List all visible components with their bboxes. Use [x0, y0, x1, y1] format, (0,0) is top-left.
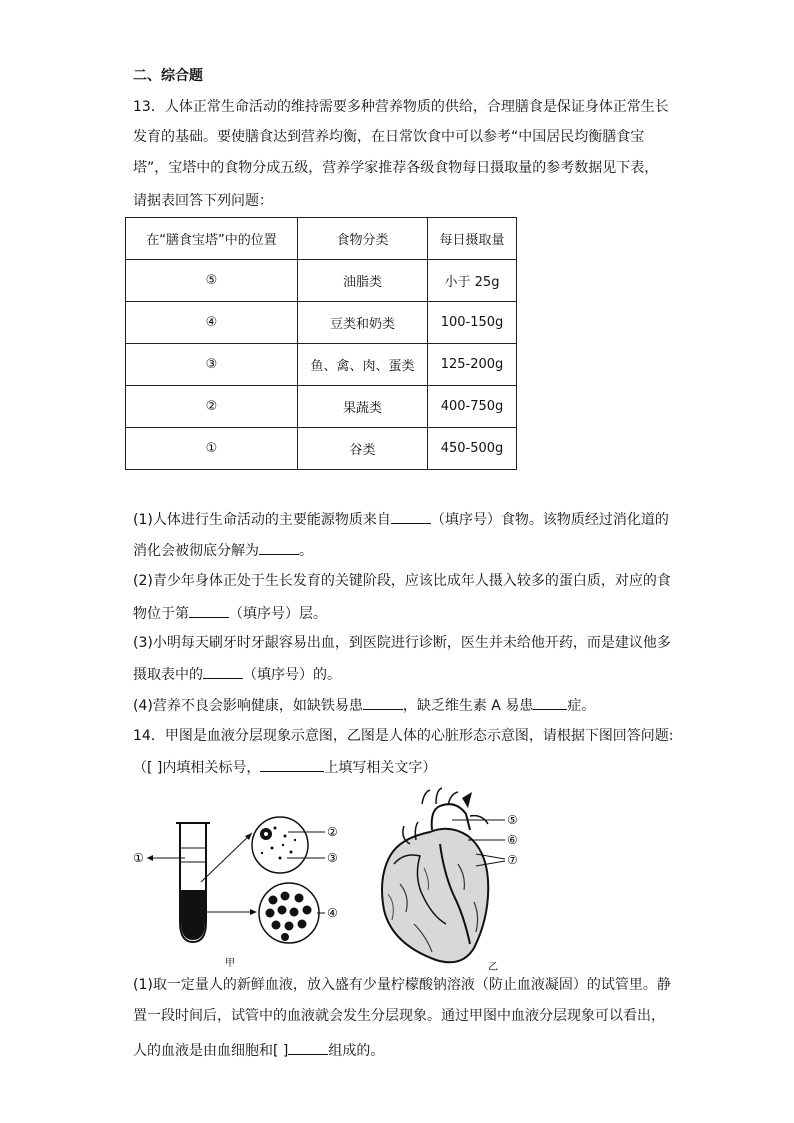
q14-part1-text: 组成的。: [328, 1043, 385, 1059]
heart-icon: [382, 788, 488, 962]
q14-note: [133, 757, 436, 777]
q13-part1-text: （填序号）食物。该物质经过消化道的: [430, 512, 669, 528]
table-row: [126, 302, 517, 344]
arrow-line: [201, 833, 252, 882]
q13-part1-text: 消化会被彻底分解为: [133, 543, 259, 559]
q13-part2-text: （填序号）层。: [229, 606, 327, 622]
label-7: ⑦: [507, 853, 518, 867]
table-cell: ④: [126, 302, 298, 344]
q13-part3-line-2: [133, 664, 341, 684]
table-cell: 油脂类: [298, 260, 428, 302]
q14-note-text: （[ ]内填相关标号，: [133, 760, 261, 776]
red-cell-circle: [259, 883, 319, 943]
q13-intro-line-4: 请据表回答下列问题：: [133, 193, 273, 209]
table-cell: 125-200g: [428, 344, 517, 386]
label-2: ②: [327, 825, 338, 839]
q14-part1-line-2: 置一段时间后，试管中的血液就会发生分层现象。通过甲图中血液分层现象可以看出，: [133, 1008, 665, 1024]
table-cell: ⑤: [126, 260, 298, 302]
q13-part2-text: 物位于第: [133, 606, 189, 622]
table-row: [126, 260, 517, 302]
q13-part2-line-1: (2)青少年身体正处于生长发育的关键阶段，应该比成年人摄入较多的蛋白质，对应的食: [133, 573, 671, 589]
answer-blank: [260, 757, 324, 772]
q13-part4-text: (4)营养不良会影响健康，如缺铁易患: [133, 698, 363, 714]
table-header: 在“膳食宝塔”中的位置: [126, 218, 298, 260]
food-pyramid-table: [125, 217, 517, 470]
q13-part1-line-1: [133, 509, 669, 529]
q13-part3-line-1: (3)小明每天刷牙时牙龈容易出血，到医院进行诊断，医生并未给他开药，而是建议他多: [133, 635, 671, 651]
q13-intro-line-2: 发育的基础。要使膳食达到营养均衡，在日常饮食中可以参考“中国居民均衡膳食宝: [133, 129, 645, 145]
label-1: ①: [133, 851, 144, 865]
q13-part1-text: (1)人体进行生命活动的主要能源物质来自: [133, 512, 391, 528]
answer-blank[interactable]: [288, 1040, 328, 1055]
q13-part1-line-2: [133, 540, 313, 560]
q13-part1-text: 。: [299, 543, 313, 559]
arrow-head: [147, 855, 153, 861]
blood-stratification-figure: [125, 800, 355, 970]
figure-caption-yi: 乙: [488, 962, 498, 973]
q13-part4-text: 症。: [567, 698, 596, 714]
answer-blank[interactable]: [203, 664, 243, 679]
table-row: [126, 386, 517, 428]
figure-caption-jia: 甲: [225, 958, 235, 969]
answer-blank[interactable]: [189, 603, 229, 618]
heart-figure: [370, 784, 540, 974]
table-cell: 小于 25g: [428, 260, 517, 302]
table-row: [126, 428, 517, 470]
label-5: ⑤: [507, 813, 518, 827]
table-header: 食物分类: [298, 218, 428, 260]
answer-blank[interactable]: [363, 695, 403, 710]
table-cell: 豆类和奶类: [298, 302, 428, 344]
table-header-row: [126, 218, 517, 260]
q13-intro-line-1: 13．人体正常生命活动的维持需要多种营养物质的供给，合理膳食是保证身体正常生长: [133, 99, 669, 115]
q13-intro-line-3: 塔”，宝塔中的食物分成五级，营养学家推荐各级食物每日摄取量的参考数据见下表，: [133, 160, 659, 176]
q14-part1-text: 人的血液是由血细胞和[ ]: [133, 1043, 289, 1059]
arrow-head: [250, 909, 257, 915]
answer-blank[interactable]: [391, 509, 431, 524]
table-cell: ②: [126, 386, 298, 428]
table-cell: ①: [126, 428, 298, 470]
table-row: [126, 344, 517, 386]
plasma-circle: [252, 817, 308, 873]
table-header: 每日摄取量: [428, 218, 517, 260]
q14-part1-line-3: [133, 1040, 384, 1060]
q13-part4-text: ，缺乏维生素 A 易患: [402, 698, 534, 714]
q13-part3-text: 摄取表中的: [133, 667, 203, 683]
table-cell: 谷类: [298, 428, 428, 470]
label-3: ③: [327, 851, 338, 865]
q13-part3-text: （填序号）的。: [243, 667, 341, 683]
answer-blank[interactable]: [533, 695, 567, 710]
test-tube-icon: [176, 823, 210, 942]
table-cell: 鱼、禽、肉、蛋类: [298, 344, 428, 386]
table-cell: 100-150g: [428, 302, 517, 344]
section-title: 二、综合题: [133, 68, 203, 84]
answer-blank[interactable]: [259, 540, 299, 555]
q13-part4-line: [133, 695, 595, 715]
q14-intro: 14．甲图是血液分层现象示意图，乙图是人体的心脏形态示意图，请根据下图回答问题:: [133, 728, 674, 744]
q13-part2-line-2: [133, 603, 327, 623]
table-cell: 果蔬类: [298, 386, 428, 428]
table-cell: ③: [126, 344, 298, 386]
q14-note-text: 上填写相关文字）: [324, 760, 437, 776]
table-cell: 400-750g: [428, 386, 517, 428]
q14-part1-line-1: (1)取一定量人的新鲜血液，放入盛有少量柠檬酸钠溶液（防止血液凝固）的试管里。静: [133, 977, 671, 993]
label-4: ④: [327, 906, 338, 920]
label-6: ⑥: [507, 833, 518, 847]
table-cell: 450-500g: [428, 428, 517, 470]
